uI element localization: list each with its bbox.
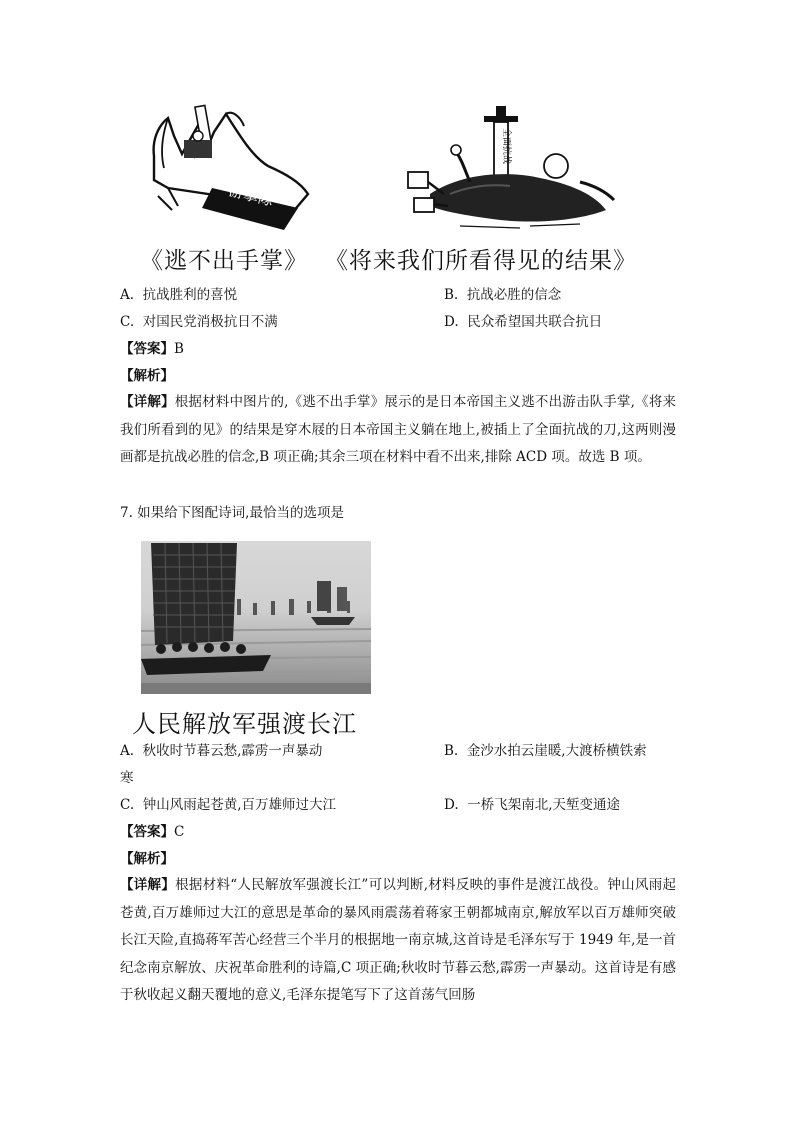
q6-option-d[interactable] <box>444 312 602 332</box>
answer-label: 【答案】 <box>120 341 174 357</box>
option-letter: D. <box>444 797 459 813</box>
answer-value: C <box>174 824 185 840</box>
option-letter: A. <box>120 743 135 759</box>
cartoon-future-result <box>400 102 620 242</box>
option-text: 一桥飞架南北,天堑变通途 <box>467 797 621 813</box>
option-letter: D. <box>444 314 459 330</box>
option-text: 秋收时节暮云愁,霹雳一声暴动 <box>142 743 323 759</box>
q7-option-a[interactable] <box>120 741 322 761</box>
cartoon2-sword-text: 全面抗战 <box>501 128 511 165</box>
option-letter: A. <box>120 287 135 303</box>
option-text: 抗战胜利的喜悦 <box>142 287 238 303</box>
q6-answer <box>120 339 184 359</box>
q6-option-b[interactable] <box>444 285 561 305</box>
q7-option-d[interactable] <box>444 795 620 815</box>
option-letter: B. <box>444 743 459 759</box>
photo-caption: 人民解放军强渡长江 <box>132 710 357 738</box>
option-letter: C. <box>120 314 135 330</box>
q6-analysis-label: 【解析】 <box>120 368 174 384</box>
answer-label: 【答案】 <box>120 824 174 840</box>
q7-analysis-label: 【解析】 <box>120 851 174 867</box>
q7-answer <box>120 822 184 842</box>
detail-text: 根据材料“人民解放军强渡长江”可以判断,材料反映的事件是渡江战役。钟山风雨起苍黄,百万雄师过大江的意思是革命的暴风雨震荡着蒋家王朝都城南京,解放军以百万雄师突破长江天险,直捣蒋军苦心经营三个半月的根据地一南京城,这首诗是毛泽东写于 1949 年,是一首纪念南京解放、庆祝革命胜利的诗篇,C 项正确;秋收时节暮云愁,霹雳一声暴动。这首诗是有感于秋收起义翻天覆地的意义,毛泽东提笔写下了这首荡气回肠 <box>120 877 677 1003</box>
cartoon1-caption: 《逃不出手掌》 <box>140 248 308 274</box>
option-text: 抗战必胜的信念 <box>466 287 562 303</box>
q7-stem: 7. 如果给下图配诗词,最恰当的选项是 <box>120 505 344 521</box>
q7-option-b[interactable] <box>444 741 647 761</box>
option-text: 钟山风雨起苍黄,百万雄师过大江 <box>142 797 337 813</box>
answer-value: B <box>174 341 184 357</box>
option-letter: C. <box>120 797 135 813</box>
detail-label: 【详解】 <box>120 394 175 410</box>
cartoon-escape-palm <box>148 96 318 236</box>
option-text: 民众希望国共联合抗日 <box>467 314 603 330</box>
detail-label: 【详解】 <box>120 877 176 893</box>
photo-crossing-yangtze <box>141 541 371 694</box>
option-text: 金沙水拍云崖暖,大渡桥横铁索 <box>466 743 647 759</box>
option-letter: B. <box>444 287 459 303</box>
q6-option-c[interactable] <box>120 312 278 332</box>
q7-detail <box>120 872 676 1010</box>
q7-option-a-wrap: 寒 <box>120 770 134 786</box>
q7-option-c[interactable] <box>120 795 336 815</box>
option-text: 对国民党消极抗日不满 <box>142 314 278 330</box>
cartoon2-caption: 《将来我们所看得见的结果》 <box>325 248 637 274</box>
q6-detail <box>120 389 676 472</box>
cartoon1-sleeve-text: 游擊隊 <box>227 181 276 210</box>
q6-option-a[interactable] <box>120 285 237 305</box>
detail-text: 根据材料中图片的,《逃不出手掌》展示的是日本帝国主义逃不出游击队手掌,《将来我们所看到的见》的结果是穿木屐的日本帝国主义躺在地上,被插上了全面抗战的刀,这两则漫画都是抗战必胜的信念,B 项正确;其余三项在材料中看不出来,排除 ACD 项。故选 B 项。 <box>120 394 676 465</box>
